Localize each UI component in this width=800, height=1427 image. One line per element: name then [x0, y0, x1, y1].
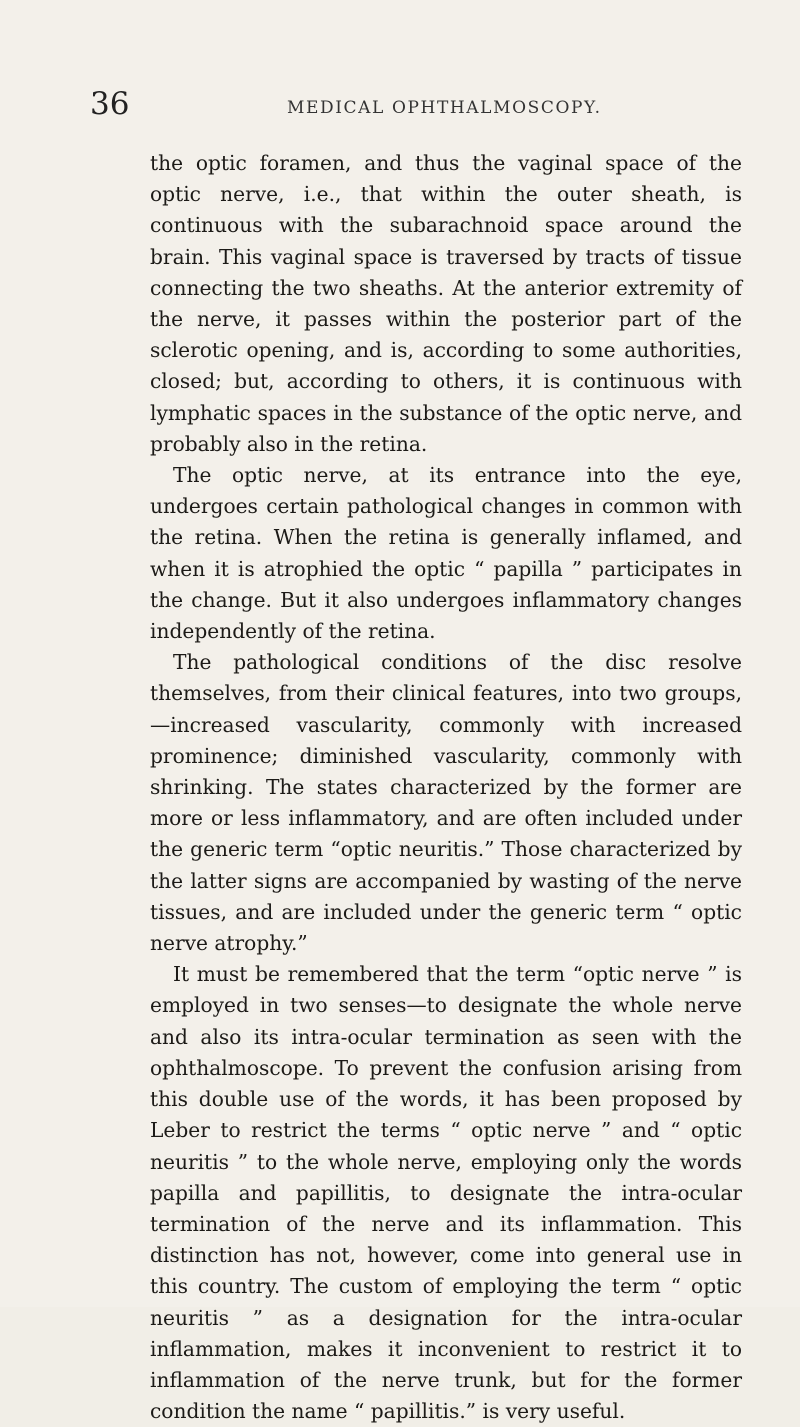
paragraph: It must be remembered that the term “optic nerve ” is employed in two senses—to designate the whole nerve and also its intra-ocular termination as seen with the ophthalmoscope. To prevent the confusion arising from this double use of the words, it has been proposed by Leber to restrict the terms “ optic nerve ” and “ optic neuritis ” to the whole nerve, employing only the words papilla and papillitis, to designate the intra-ocular termination of the nerve and its inflammation. This distinction has not, however, come into general use in this country. The custom of employing the term “ optic neuritis ” as a designation for the intra-ocular inflammation, makes it inconvenient to restrict it to inflammation of the nerve trunk, but for the former condition the name “ papillitis.” is very useful. — [150, 962, 742, 1424]
body-text — [150, 148, 742, 1427]
page-number: 36 — [90, 86, 130, 122]
paragraph: The optic nerve, at its entrance into the eye, undergoes certain pathological changes in common with the retina. When the retina is generally inflamed, and when it is atrophied the optic “ papilla ” participates in the change. But it also undergoes inflammatory changes independently of the retina. — [150, 463, 742, 644]
paragraph: The pathological conditions of the disc resolve themselves, from their clinical features, into two groups,—increased vascularity, commonly with increased prominence; diminished vascularity, commonly with shrinking. The states characterized by the former are more or less inflammatory, and are often included under the generic term “optic neuritis.” Those characterized by the latter signs are accompanied by wasting of the nerve tissues, and are included under the generic term “ optic nerve atrophy.” — [150, 650, 742, 956]
page-header — [0, 86, 800, 126]
paragraph: the optic foramen, and thus the vaginal space of the optic nerve, i.e., that within the outer sheath, is continuous with the subarachnoid space around the brain. This vaginal space is traversed by tracts of tissue connecting the two sheaths. At the anterior extremity of the nerve, it passes within the posterior part of the sclerotic opening, and is, according to some authorities, closed; but, according to others, it is continuous with lymphatic spaces in the substance of the optic nerve, and probably also in the retina. — [150, 151, 742, 456]
running-head: MEDICAL OPHTHALMOSCOPY. — [287, 98, 602, 118]
